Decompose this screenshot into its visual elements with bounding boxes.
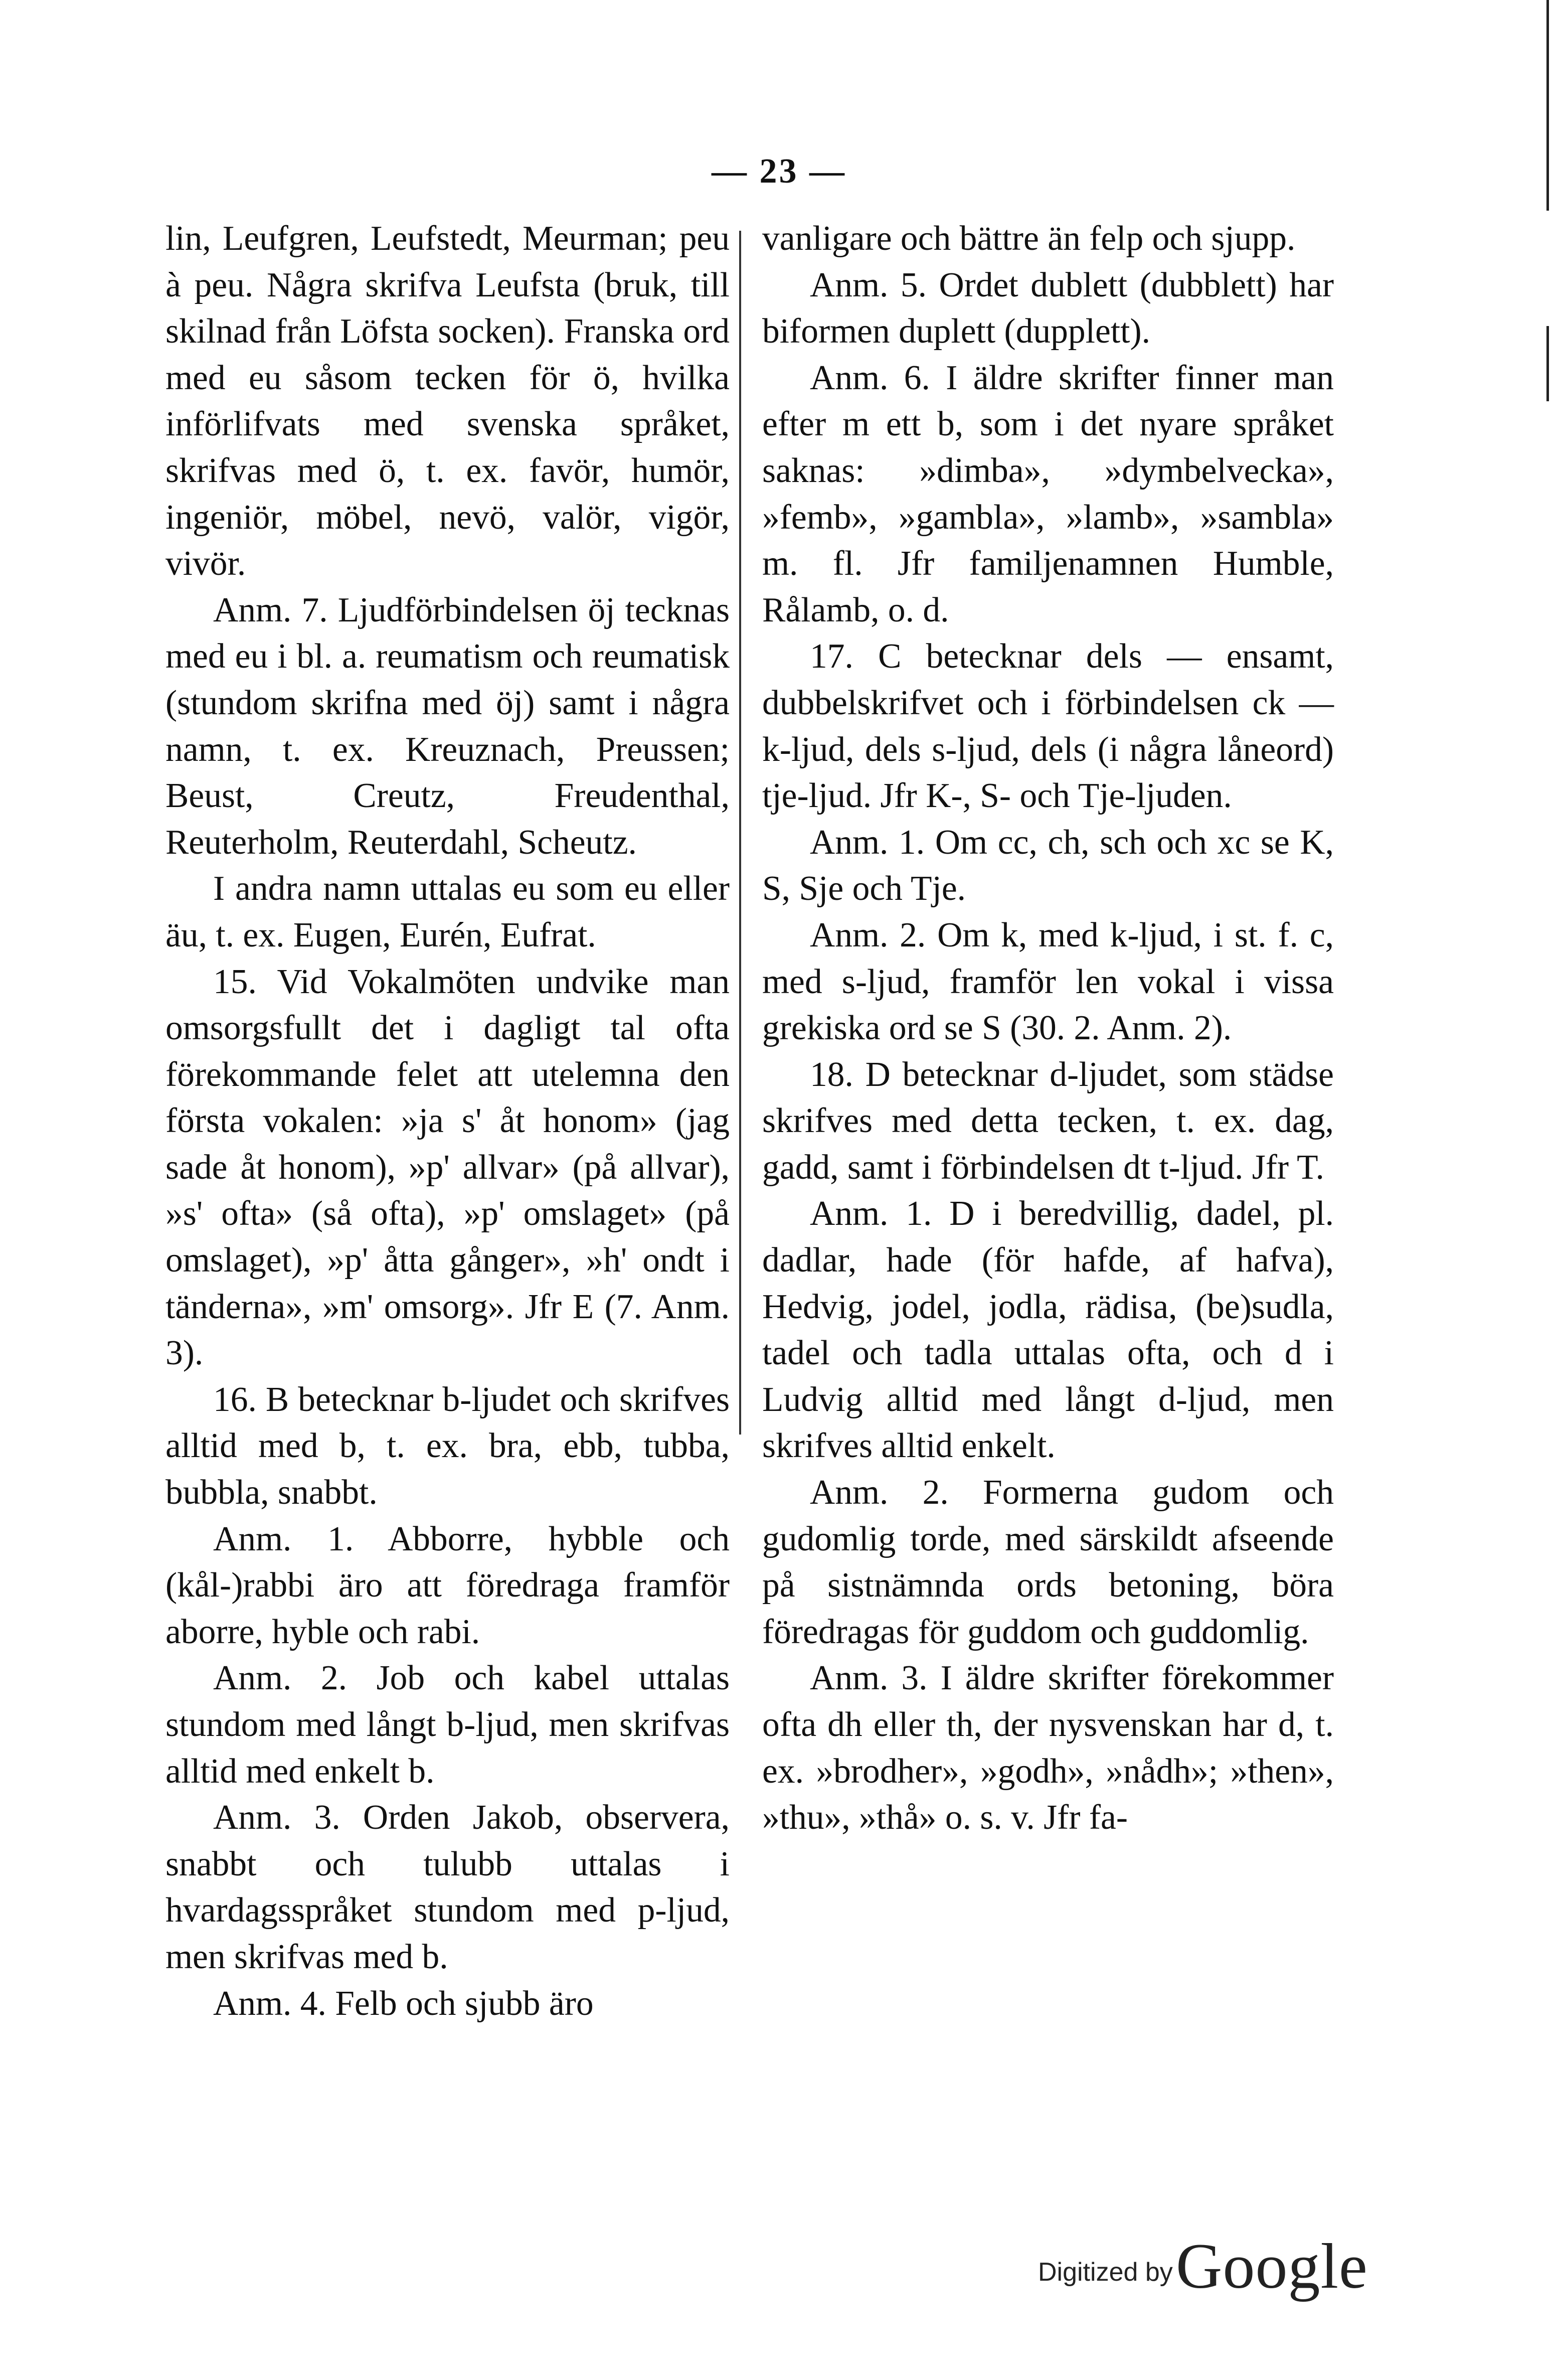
digitized-by-label: Digitized by <box>1038 2258 1173 2287</box>
paragraph: I andra namn uttalas eu som eu eller äu, t. ex. Eugen, Eurén, Eufrat. <box>165 869 730 955</box>
paragraph: Anm. 1. Abborre, hybble och (kål-)rabbi äro att föredraga framför aborre, hyble och rabi. <box>165 1519 730 1651</box>
google-wordmark: Google <box>1176 2231 1368 2302</box>
paragraph: Anm. 5. Ordet dublett (dubblett) har biformen duplett (dupplett). <box>762 265 1334 351</box>
paragraph: Anm. 3. I äldre skrifter förekommer ofta dh eller th, der nysvenskan har d, t. ex. »brodher», »godh», »nådh»; »then», »thu», »thå» o. s. v. Jfr fa- <box>762 1659 1334 1837</box>
paragraph: vanligare och bättre än felp och sjupp. <box>762 219 1296 258</box>
paragraph: Anm. 6. I äldre skrifter finner man efter m ett b, som i det nyare språket saknas: »dimba», »dymbelvecka», »femb», »gambla», »lamb», »sambla» m. fl. Jfr familjenamnen Humble, Rålamb, o. d. <box>762 358 1334 629</box>
paragraph: Anm. 4. Felb och sjubb äro <box>213 1984 594 2023</box>
paragraph: 16. B betecknar b-ljudet och skrifves alltid med b, t. ex. bra, ebb, tubba, bubbla, snabbt. <box>165 1380 730 1512</box>
column-divider <box>739 231 741 1435</box>
paragraph: Anm. 3. Orden Jakob, observera, snabbt och tulubb uttalas i hvardagsspråket stundom med p-ljud, men skrifvas med b. <box>165 1798 730 1976</box>
paragraph: Anm. 1. Om cc, ch, sch och xc se K, S, Sje och Tje. <box>762 823 1334 908</box>
paragraph: lin, Leufgren, Leufstedt, Meurman; peu à peu. Några skrifva Leufsta (bruk, till skilnad från Löfsta socken). Franska ord med eu såsom tecken för ö, hvilka införlifvats med svenska språket, skrifvas med ö, t. ex. favör, humör, ingeniör, möbel, nevö, valör, vigör, vivör. <box>165 219 730 583</box>
right-column <box>762 216 1334 1841</box>
paragraph: Anm. 2. Om k, med k-ljud, i st. f. c, med s-ljud, framför len vokal i vissa grekiska ord se S (30. 2. Anm. 2). <box>762 915 1334 1048</box>
paragraph: Anm. 7. Ljudförbindelsen öj tecknas med eu i bl. a. reumatism och reumatisk (stundom skrifna med öj) samt i några namn, t. ex. Kreuznach, Preussen; Beust, Creutz, Freudenthal, Reuterholm, Reuterdahl, Scheutz. <box>165 590 730 862</box>
paragraph: Anm. 1. D i beredvillig, dadel, pl. dadlar, hade (för hafde, af hafva), Hedvig, jodel, jodla, rädisa, (be)sudla, tadel och tadla uttalas ofta, och d i Ludvig alltid med långt d-ljud, men skrifves alltid enkelt. <box>762 1194 1334 1466</box>
page-number: — 23 — <box>712 152 846 191</box>
left-column <box>165 216 730 2027</box>
paragraph: Anm. 2. Formerna gudom och gudomlig torde, med särskildt afseende på sistnämnda ords betoning, böra föredragas för guddom och guddomlig. <box>762 1473 1334 1651</box>
paragraph: Anm. 2. Job och kabel uttalas stundom med långt b-ljud, men skrifvas alltid med enkelt b. <box>165 1659 730 1791</box>
paragraph: 17. C betecknar dels — ensamt, dubbelskrifvet och i förbindelsen ck — k-ljud, dels s-ljud, dels (i några låneord) tje-ljud. Jfr K-, S- och Tje-ljuden. <box>762 637 1334 816</box>
scan-edge-mark <box>1546 326 1549 401</box>
paragraph: 15. Vid Vokalmöten undvike man omsorgsfullt det i dagligt tal ofta förekommande felet att utelemna den första vokalen: »ja s' åt honom» (jag sade åt honom), »p' allvar» (på allvar), »s' ofta» (så ofta), »p' omslaget» (på omslaget), »p' åtta gånger», »h' ondt i tänderna», »m' omsorg». Jfr E (7. Anm. 3). <box>165 962 730 1373</box>
paragraph: 18. D betecknar d-ljudet, som städse skrifves med detta tecken, t. ex. dag, gadd, samt i förbindelsen dt t-ljud. Jfr T. <box>762 1055 1334 1187</box>
scan-edge-mark <box>1546 0 1549 211</box>
